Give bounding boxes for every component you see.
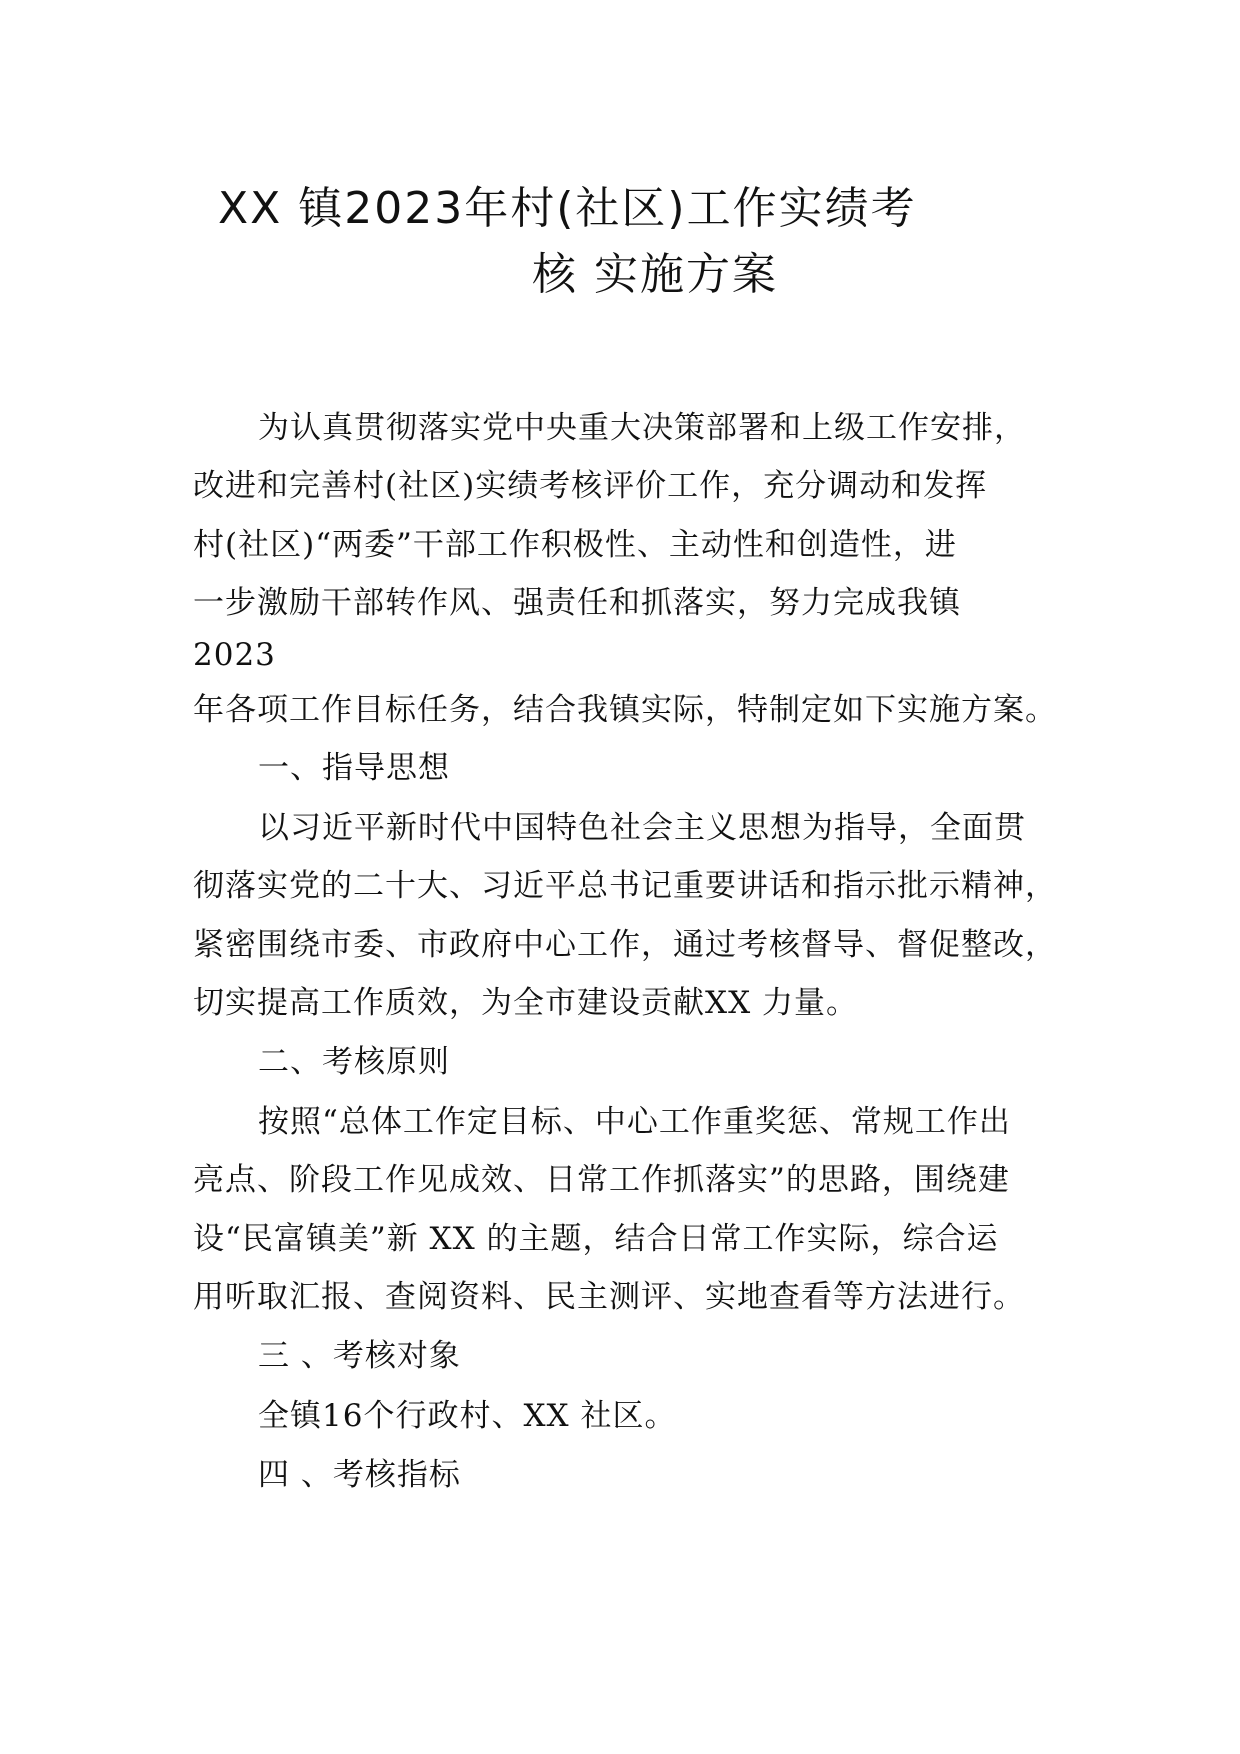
section2-line: 按照“总体工作定目标、中心工作重奖惩、常规工作出 [258, 1104, 1011, 1140]
intro-line: 一步激励干部转作风、强责任和抓落实，努力完成我镇 [193, 585, 961, 621]
intro-line: 2023 [193, 637, 276, 673]
intro-line: 村(社区)“两委”干部工作积极性、主动性和创造性，进 [193, 527, 957, 563]
intro-line: 年各项工作目标任务，结合我镇实际，特制定如下实施方案。 [193, 692, 1057, 728]
section-heading-assessment-principles: 二、考核原则 [258, 1044, 450, 1080]
document-title-line-2: 核 实施方案 [532, 249, 778, 300]
section-heading-assessment-targets: 三 、考核对象 [258, 1338, 461, 1374]
section2-line: 设“民富镇美”新 XX 的主题，结合日常工作实际，综合运 [193, 1221, 999, 1257]
section-heading-guiding-ideology: 一、指导思想 [258, 750, 450, 786]
document-title-line-1: XX 镇2023年村(社区)工作实绩考 [218, 183, 917, 234]
section-heading-assessment-indicators: 四 、考核指标 [258, 1457, 461, 1493]
section2-line: 用听取汇报、查阅资料、民主测评、实地查看等方法进行。 [193, 1279, 1025, 1315]
intro-line: 改进和完善村(社区)实绩考核评价工作，充分调动和发挥 [193, 468, 988, 504]
section3-line: 全镇16个行政村、XX 社区。 [258, 1398, 677, 1434]
intro-line: 为认真贯彻落实党中央重大决策部署和上级工作安排， [258, 410, 1026, 446]
section1-line: 切实提高工作质效，为全市建设贡献XX 力量。 [193, 985, 858, 1021]
section1-line: 彻落实党的二十大、习近平总书记重要讲话和指示批示精神， [193, 868, 1057, 904]
section2-line: 亮点、阶段工作见成效、日常工作抓落实”的思路，围绕建 [193, 1162, 1010, 1198]
section1-line: 紧密围绕市委、市政府中心工作，通过考核督导、督促整改， [193, 927, 1057, 963]
section1-line: 以习近平新时代中国特色社会主义思想为指导，全面贯 [258, 810, 1026, 846]
